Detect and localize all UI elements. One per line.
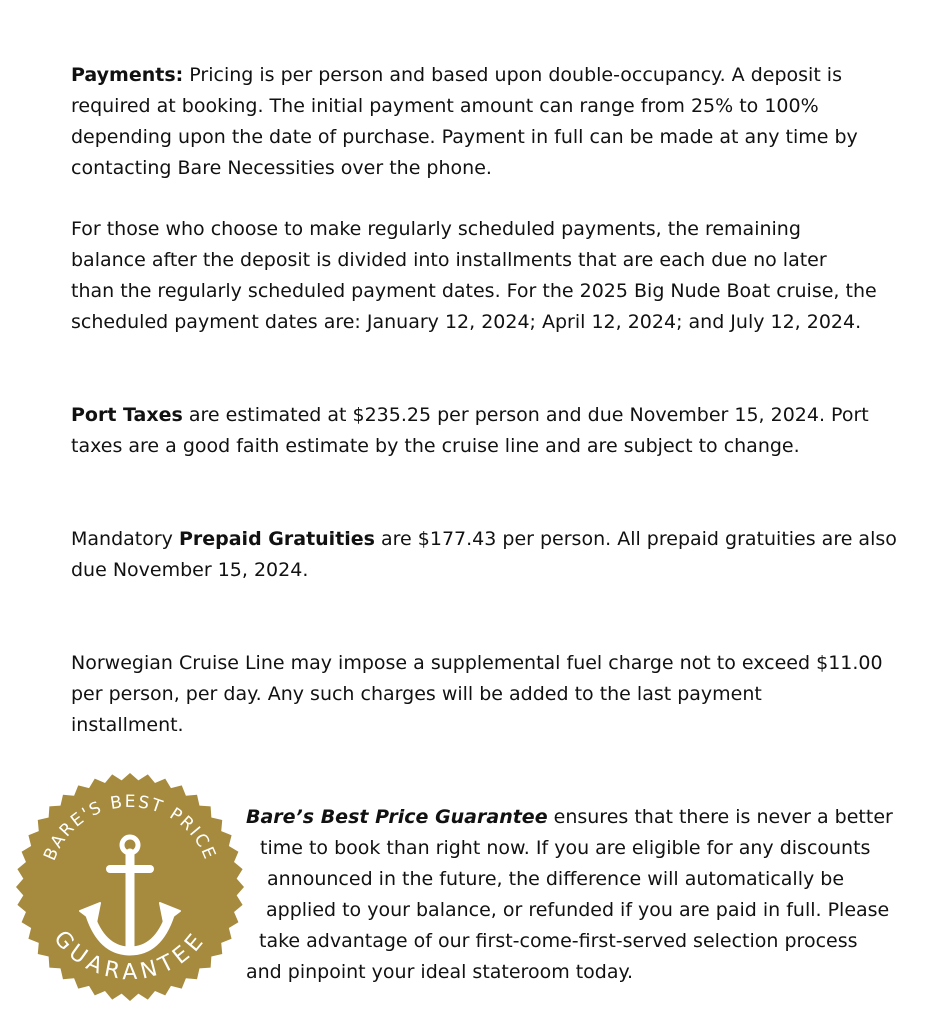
gratuities-line-2: due November 15, 2024.	[71, 559, 309, 581]
fuel-charge-paragraph	[71, 648, 939, 741]
schedule-line-2: balance after the deposit is divided into installments that are each due no later	[71, 249, 827, 271]
guarantee-line-3: announced in the future, the difference will automatically be	[267, 868, 845, 890]
payments-line-2: required at booking. The initial payment amount can range from 25% to 100%	[71, 95, 819, 117]
badge-top-text: BARE'S BEST PRICE	[40, 791, 220, 864]
guarantee-line-1: Bare’s Best Price Guarantee ensures that there is never a better	[246, 806, 893, 828]
guarantee-line-5: take advantage of our first-come-first-served selection process	[259, 930, 858, 952]
port-taxes-line-1: Port Taxes are estimated at $235.25 per person and due November 15, 2024. Port	[71, 404, 869, 426]
port-taxes-heading: Port Taxes	[71, 404, 183, 426]
payments-paragraph	[71, 60, 939, 184]
fuel-line-3: installment.	[71, 714, 184, 736]
guarantee-line-4: applied to your balance, or refunded if you are paid in full. Please	[266, 899, 890, 921]
best-price-guarantee-badge	[14, 771, 246, 1003]
schedule-line-4: scheduled payment dates are: January 12, 2024; April 12, 2024; and July 12, 2024.	[71, 311, 862, 333]
port-taxes-line-2: taxes are a good faith estimate by the cruise line and are subject to change.	[71, 435, 800, 457]
schedule-paragraph	[71, 214, 939, 338]
payments-line-4: contacting Bare Necessities over the phone.	[71, 157, 492, 179]
fuel-line-1: Norwegian Cruise Line may impose a supplemental fuel charge not to exceed $11.00	[71, 652, 883, 674]
guarantee-heading: Bare’s Best Price Guarantee	[246, 806, 548, 828]
guarantee-line-2: time to book than right now. If you are eligible for any discounts	[260, 837, 871, 859]
guarantee-paragraph	[246, 802, 946, 988]
payments-line-1: Payments: Pricing is per person and based upon double-occupancy. A deposit is	[71, 64, 842, 86]
schedule-line-1: For those who choose to make regularly scheduled payments, the remaining	[71, 218, 801, 240]
gratuities-paragraph	[71, 524, 939, 586]
badge-bottom-text: GUARANTEE	[48, 926, 212, 986]
fuel-line-2: per person, per day. Any such charges will be added to the last payment	[71, 683, 762, 705]
schedule-line-3: than the regularly scheduled payment dates. For the 2025 Big Nude Boat cruise, the	[71, 280, 877, 302]
gratuities-line-1: Mandatory Prepaid Gratuities are $177.43 per person. All prepaid gratuities are also	[71, 528, 897, 550]
payments-line-3: depending upon the date of purchase. Payment in full can be made at any time by	[71, 126, 858, 148]
port-taxes-paragraph	[71, 400, 939, 462]
guarantee-line-6: and pinpoint your ideal stateroom today.	[246, 961, 634, 983]
gratuities-heading: Prepaid Gratuities	[178, 528, 375, 550]
payments-heading: Payments:	[71, 64, 184, 86]
